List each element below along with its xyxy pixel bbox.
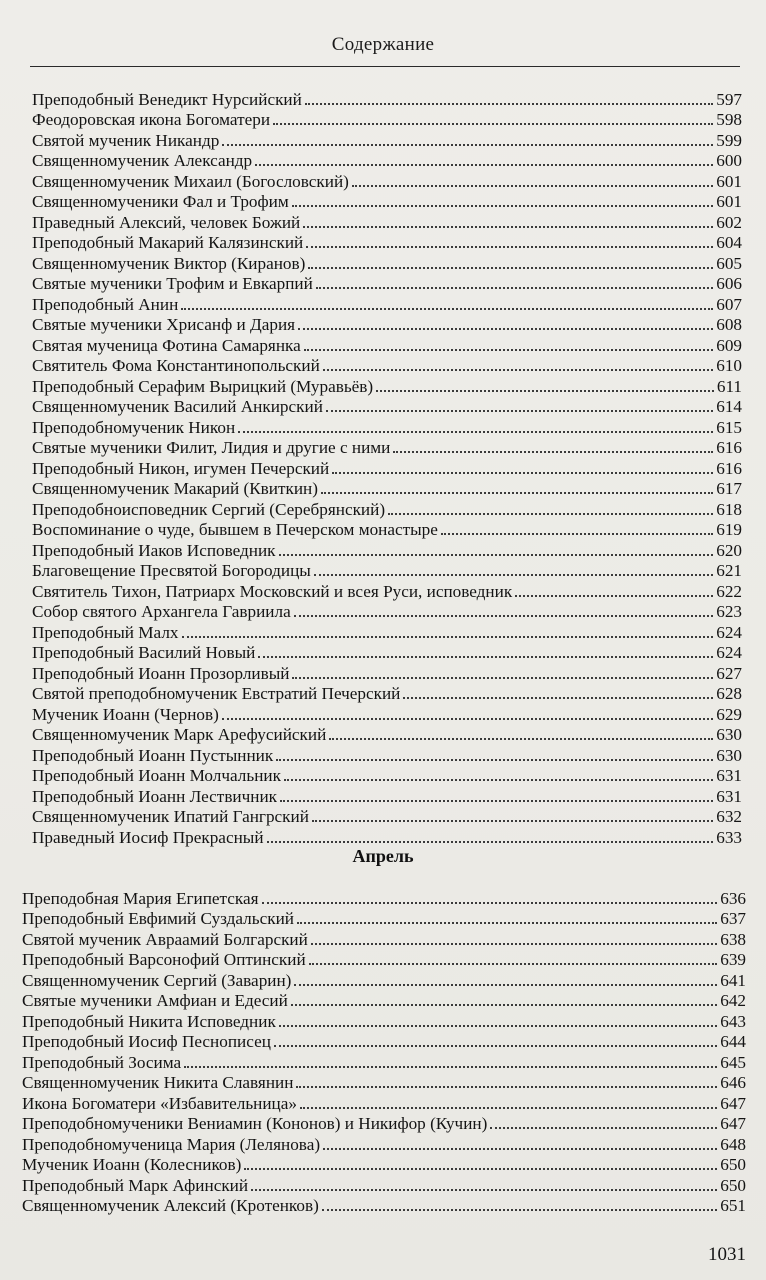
toc-entry — [32, 233, 742, 254]
toc-entry — [32, 253, 742, 274]
dot-leader — [279, 1025, 717, 1027]
toc-entry-page: 630 — [716, 745, 742, 765]
toc-entry-title: Святой преподобномученик Евстратий Печерский — [32, 684, 401, 703]
toc-entry — [22, 1196, 746, 1217]
toc-entry-title: Преподобный Иоанн Лествичник — [32, 786, 278, 806]
toc-entry — [22, 1073, 746, 1094]
dot-leader — [222, 144, 713, 146]
dot-leader — [184, 1066, 717, 1068]
toc-entry — [32, 581, 742, 602]
toc-entry — [32, 827, 742, 848]
toc-entry-title: Священномученик Василий Анкирский — [32, 397, 323, 416]
toc-entry-title: Преподобный Василий Новый — [32, 643, 256, 662]
toc-entry — [22, 1114, 746, 1135]
toc-entry — [32, 725, 742, 746]
toc-entry-title: Мученик Иоанн (Колесников) — [22, 1155, 242, 1174]
toc-entry-page: 619 — [716, 520, 742, 539]
dot-leader — [280, 800, 713, 802]
dot-leader — [352, 185, 713, 187]
toc-entry-title: Священномученики Фал и Трофим — [32, 192, 289, 211]
dot-leader — [311, 943, 717, 945]
toc-entry-title: Святые мученики Филит, Лидия и другие с ними — [32, 438, 391, 457]
dot-leader — [332, 472, 713, 474]
dot-leader — [294, 984, 717, 986]
toc-entry — [22, 1155, 746, 1176]
toc-entry-page: 630 — [716, 725, 742, 744]
toc-entry — [22, 950, 746, 971]
toc-entry — [32, 356, 742, 377]
toc-entry-title: Преподобноисповедник Сергий (Серебрянский) — [32, 499, 386, 519]
dot-leader — [316, 287, 713, 289]
toc-entry-page: 618 — [716, 499, 742, 519]
dot-leader — [292, 677, 713, 679]
toc-entry-page: 616 — [716, 438, 742, 457]
toc-entry-page: 598 — [716, 110, 742, 129]
toc-entry-title: Святая мученица Фотина Самарянка — [32, 335, 301, 355]
toc-entry — [32, 335, 742, 356]
toc-entry-page: 606 — [716, 274, 742, 293]
dot-leader — [255, 164, 713, 166]
dot-leader — [244, 1168, 717, 1170]
toc-entry — [32, 602, 742, 623]
toc-entry-title: Преподобный Малх — [32, 622, 179, 642]
toc-entry-title: Преподобный Никон, игумен Печерский — [32, 458, 330, 478]
toc-april-list — [22, 888, 746, 1216]
toc-entry — [32, 663, 742, 684]
toc-entry-page: 597 — [716, 89, 742, 109]
toc-entry-page: 627 — [716, 663, 742, 683]
toc-entry-page: 611 — [716, 376, 742, 396]
toc-entry-page: 622 — [716, 581, 742, 601]
toc-entry — [32, 766, 742, 787]
toc-entry-title: Феодоровская икона Богоматери — [32, 110, 271, 129]
toc-entry-title: Святые мученики Хрисанф и Дария — [32, 315, 296, 334]
toc-entry-title: Святой мученик Никандр — [32, 130, 220, 150]
toc-entry — [32, 745, 742, 766]
toc-entry — [22, 1011, 746, 1032]
toc-entry-title: Преподобномученики Вениамин (Кононов) и Никифор (Кучин) — [22, 1114, 488, 1133]
dot-leader — [297, 922, 717, 924]
toc-entry — [22, 991, 746, 1012]
toc-entry — [22, 1175, 746, 1196]
dot-leader — [279, 554, 714, 556]
toc-entry-page: 636 — [720, 888, 746, 908]
toc-entry — [22, 929, 746, 950]
dot-leader — [490, 1127, 717, 1129]
toc-entry-title: Святые мученики Амфиан и Едесий — [22, 991, 288, 1010]
dot-leader — [262, 902, 718, 904]
toc-entry-title: Святые мученики Трофим и Евкарпий — [32, 274, 313, 293]
toc-entry-title: Преподобная Мария Египетская — [22, 888, 259, 908]
toc-entry — [32, 622, 742, 643]
running-head: Содержание — [331, 34, 435, 55]
toc-entry-page: 610 — [716, 356, 742, 375]
toc-entry — [32, 540, 742, 561]
toc-entry — [22, 1032, 746, 1053]
toc-entry-page: 600 — [716, 151, 742, 170]
toc-entry — [32, 807, 742, 828]
toc-entry-title: Икона Богоматери «Избавительница» — [22, 1093, 297, 1113]
toc-entry-page: 608 — [716, 315, 742, 334]
toc-entry-title: Священномученик Марк Арефусийский — [32, 725, 327, 744]
dot-leader — [312, 820, 713, 822]
toc-entry-page: 637 — [720, 909, 746, 928]
toc-entry — [32, 520, 742, 541]
dot-leader — [314, 574, 713, 576]
toc-entry-title: Священномученик Александр — [32, 151, 253, 170]
dot-leader — [238, 431, 713, 433]
toc-entry-page: 623 — [716, 602, 742, 621]
dot-leader — [298, 328, 713, 330]
toc-entry-title: Преподобный Серафим Вырицкий (Муравьёв) — [32, 376, 374, 396]
dot-leader — [274, 1045, 717, 1047]
dot-leader — [403, 697, 713, 699]
dot-leader — [258, 656, 713, 658]
toc-entry-page: 601 — [716, 171, 742, 191]
toc-entry-page: 624 — [716, 622, 742, 642]
toc-entry-page: 628 — [716, 684, 742, 703]
toc-entry-page: 638 — [720, 929, 746, 949]
toc-entry — [32, 704, 742, 725]
toc-entry-page: 631 — [716, 786, 742, 806]
toc-entry-title: Преподобномученица Мария (Лелянова) — [22, 1134, 321, 1154]
toc-entry-page: 646 — [720, 1073, 746, 1092]
toc-entry — [32, 458, 742, 479]
toc-entry — [22, 888, 746, 909]
dot-leader — [323, 1148, 717, 1150]
toc-entry-title: Преподобный Иосиф Песнописец — [22, 1032, 271, 1051]
toc-entry-title: Преподобный Зосима — [22, 1052, 182, 1072]
dot-leader — [441, 533, 713, 535]
dot-leader — [296, 1086, 717, 1088]
toc-entry-title: Священномученик Михаил (Богословский) — [32, 171, 349, 191]
toc-entry-page: 616 — [716, 458, 742, 478]
toc-entry-page: 602 — [716, 212, 742, 232]
toc-entry-title: Праведный Алексий, человек Божий — [32, 212, 301, 232]
toc-entry-title: Мученик Иоанн (Чернов) — [32, 704, 219, 724]
toc-entry-page: 633 — [716, 827, 742, 847]
dot-leader — [303, 226, 713, 228]
toc-entry-page: 609 — [716, 335, 742, 355]
toc-entry — [32, 499, 742, 520]
dot-leader — [276, 759, 713, 761]
dot-leader — [273, 123, 713, 125]
dot-leader — [323, 369, 713, 371]
dot-leader — [329, 738, 713, 740]
toc-entry-title: Священномученик Виктор (Киранов) — [32, 253, 306, 273]
toc-entry — [32, 171, 742, 192]
toc-entry-page: 629 — [716, 704, 742, 724]
dot-leader — [292, 205, 713, 207]
dot-leader — [181, 308, 713, 310]
toc-entry — [32, 643, 742, 664]
toc-entry-title: Священномученик Никита Славянин — [22, 1073, 294, 1092]
toc-entry — [22, 1052, 746, 1073]
toc-entry-title: Благовещение Пресвятой Богородицы — [32, 561, 311, 580]
dot-leader — [308, 267, 713, 269]
toc-entry-title: Священномученик Ипатий Гангрский — [32, 807, 309, 826]
toc-entry-page: 651 — [720, 1196, 746, 1215]
dot-leader — [309, 963, 718, 965]
toc-entry-title: Преподобный Венедикт Нурсийский — [32, 89, 302, 109]
toc-entry — [22, 1134, 746, 1155]
toc-entry-title: Святитель Фома Константинопольский — [32, 356, 320, 375]
toc-entry-title: Священномученик Алексий (Кротенков) — [22, 1196, 319, 1215]
toc-entry — [32, 479, 742, 500]
toc-entry-page: 644 — [720, 1032, 746, 1051]
toc-entry-page: 617 — [716, 479, 742, 498]
dot-leader — [291, 1004, 717, 1006]
toc-entry — [32, 212, 742, 233]
toc-entry-title: Преподобномученик Никон — [32, 417, 236, 437]
dot-leader — [388, 513, 713, 515]
toc-entry — [32, 786, 742, 807]
toc-entry-page: 643 — [720, 1011, 746, 1031]
toc-entry — [32, 110, 742, 131]
toc-entry — [32, 130, 742, 151]
toc-entry-title: Святитель Тихон, Патриарх Московский и всея Руси, исповедник — [32, 581, 513, 601]
dot-leader — [182, 636, 714, 638]
toc-entry-page: 604 — [716, 233, 742, 252]
toc-entry-page: 632 — [716, 807, 742, 826]
toc-entry-page: 624 — [716, 643, 742, 662]
dot-leader — [294, 615, 714, 617]
toc-entry — [32, 294, 742, 315]
toc-entry-title: Праведный Иосиф Прекрасный — [32, 827, 264, 847]
toc-entry-title: Священномученик Сергий (Заварин) — [22, 970, 292, 990]
toc-entry-title: Преподобный Марк Афинский — [22, 1175, 249, 1195]
toc-entry-title: Святой мученик Авраамий Болгарский — [22, 929, 308, 949]
toc-entry-page: 650 — [720, 1175, 746, 1195]
toc-entry-title: Преподобный Иоанн Прозорливый — [32, 663, 290, 683]
dot-leader — [305, 103, 713, 105]
toc-entry-title: Преподобный Анин — [32, 294, 179, 314]
toc-entry — [32, 561, 742, 582]
toc-entry-page: 620 — [716, 540, 742, 560]
dot-leader — [267, 841, 714, 843]
toc-entry-title: Священномученик Макарий (Квиткин) — [32, 479, 318, 498]
toc-entry-page: 607 — [716, 294, 742, 314]
dot-leader — [321, 492, 713, 494]
dot-leader — [376, 390, 714, 392]
dot-leader — [304, 349, 713, 351]
section-heading-april: Апрель — [352, 846, 414, 866]
toc-entry-page: 621 — [716, 561, 742, 580]
dot-leader — [284, 779, 713, 781]
toc-entry — [22, 1093, 746, 1114]
toc-entry-title: Преподобный Иоанн Пустынник — [32, 745, 274, 765]
toc-entry-page: 601 — [716, 192, 742, 211]
toc-entry-page: 648 — [720, 1134, 746, 1154]
header-rule — [30, 66, 740, 67]
toc-entry-page: 645 — [720, 1052, 746, 1072]
toc-entry — [32, 89, 742, 110]
toc-entry — [32, 684, 742, 705]
dot-leader — [393, 451, 713, 453]
dot-leader — [306, 246, 713, 248]
dot-leader — [300, 1107, 717, 1109]
toc-entry-title: Преподобный Иоанн Молчальник — [32, 766, 281, 785]
toc-entry-page: 650 — [720, 1155, 746, 1174]
toc-entry-page: 647 — [720, 1114, 746, 1133]
toc-entry-page: 605 — [716, 253, 742, 273]
toc-entry-title: Преподобный Евфимий Суздальский — [22, 909, 294, 928]
dot-leader — [326, 410, 713, 412]
toc-entry-page: 642 — [720, 991, 746, 1010]
toc-entry-title: Воспоминание о чуде, бывшем в Печерском монастыре — [32, 520, 438, 539]
toc-entry-page: 615 — [716, 417, 742, 437]
toc-entry-page: 639 — [720, 950, 746, 969]
dot-leader — [222, 718, 713, 720]
toc-entry — [32, 315, 742, 336]
toc-entry — [22, 909, 746, 930]
toc-entry-page: 599 — [716, 130, 742, 150]
dot-leader — [515, 595, 713, 597]
toc-entry — [32, 417, 742, 438]
toc-entry — [32, 376, 742, 397]
dot-leader — [322, 1209, 717, 1211]
toc-entry — [32, 151, 742, 172]
toc-entry-page: 641 — [720, 970, 746, 990]
toc-entry — [32, 438, 742, 459]
toc-entry-title: Собор святого Архангела Гавриила — [32, 602, 291, 621]
toc-entry-page: 647 — [720, 1093, 746, 1113]
toc-entry — [22, 970, 746, 991]
toc-entry-title: Преподобный Макарий Калязинский — [32, 233, 304, 252]
toc-entry-title: Преподобный Варсонофий Оптинский — [22, 950, 306, 969]
toc-entry — [32, 192, 742, 213]
toc-entry-title: Преподобный Никита Исповедник — [22, 1011, 276, 1031]
page-number: 1031 — [708, 1244, 746, 1265]
toc-entry-title: Преподобный Иаков Исповедник — [32, 540, 276, 560]
toc-march-list — [32, 89, 742, 848]
dot-leader — [251, 1189, 717, 1191]
toc-entry — [32, 397, 742, 418]
toc-entry-page: 614 — [716, 397, 742, 416]
toc-entry-page: 631 — [716, 766, 742, 785]
toc-entry — [32, 274, 742, 295]
